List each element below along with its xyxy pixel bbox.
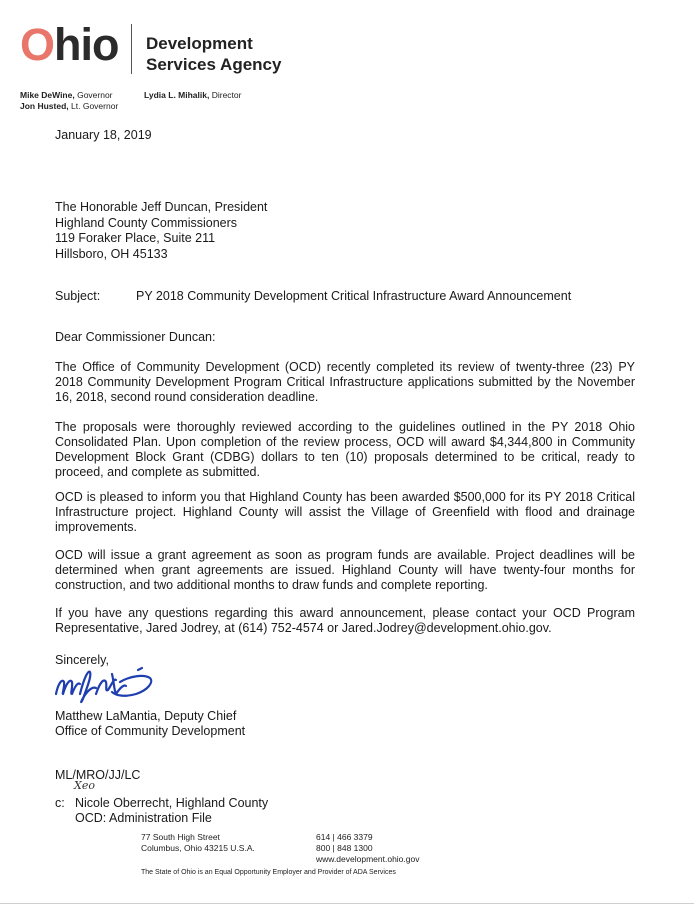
footer-city: Columbus, Ohio 43215 U.S.A. bbox=[141, 843, 255, 853]
director-title: Director bbox=[209, 90, 242, 100]
signer-name: Matthew LaMantia, Deputy Chief bbox=[55, 709, 237, 723]
eeo-statement: The State of Ohio is an Equal Opportunity Employer and Provider of ADA Services bbox=[141, 869, 396, 876]
director-block bbox=[144, 90, 241, 101]
cc-list bbox=[75, 796, 268, 826]
signer-office: Office of Community Development bbox=[55, 724, 246, 738]
governor-title: Governor bbox=[74, 90, 113, 100]
typist-initials: ML/MRO/JJ/LC bbox=[55, 768, 141, 782]
ohio-logo-rest: hio bbox=[54, 19, 119, 70]
subject-text: PY 2018 Community Development Critical Infrastructure Award Announcement bbox=[136, 289, 572, 303]
governor-name: Mike DeWine, bbox=[20, 90, 75, 100]
agency-line-1: Development bbox=[146, 34, 253, 53]
cc-recipient: Nicole Oberrecht, Highland County bbox=[75, 796, 269, 810]
footer-phone-1: 614 | 466 3379 bbox=[316, 832, 373, 842]
page-bottom-rule bbox=[0, 903, 694, 904]
recipient-line: Hillsboro, OH 45133 bbox=[55, 246, 168, 261]
recipient-address bbox=[55, 200, 267, 262]
footer-street: 77 South High Street bbox=[141, 832, 220, 842]
handwritten-signature bbox=[50, 664, 160, 706]
signer-block bbox=[55, 709, 245, 739]
recipient-line: The Honorable Jeff Duncan, President bbox=[55, 200, 268, 214]
closing: Sincerely, bbox=[55, 653, 109, 667]
footer-website: www.development.ohio.gov bbox=[316, 854, 420, 864]
cc-label: c: bbox=[55, 796, 65, 810]
lt-governor-name: Jon Husted, bbox=[20, 101, 69, 111]
agency-line-2: Services Agency bbox=[146, 55, 282, 74]
recipient-line: 119 Foraker Place, Suite 211 bbox=[55, 231, 216, 245]
recipient-line: Highland County Commissioners bbox=[55, 215, 238, 230]
body-paragraph: OCD is pleased to inform you that Highland County has been awarded $500,000 for its PY 2018 Critical Infrastructure project. Highland County will assist the Village of Greenfield with flood and drainage improvements. bbox=[55, 490, 635, 534]
footer-contact bbox=[316, 832, 419, 865]
body-paragraph: OCD will issue a grant agreement as soon as program funds are available. Project deadlines will be determined when grant agreements are issued. Highland County will have twenty-four months for construction, and two additional months to draw funds and complete reporting. bbox=[55, 548, 635, 592]
subject-label: Subject: bbox=[55, 289, 101, 303]
lt-governor-title: Lt. Governor bbox=[68, 101, 119, 111]
ohio-logo-o: O bbox=[20, 19, 55, 70]
cc-recipient: OCD: Administration File bbox=[75, 811, 212, 825]
body-paragraph: If you have any questions regarding this award announcement, please contact your OCD Program Representative, Jared Jodrey, at (614) 752-4574 or Jared.Jodrey@development.ohio.gov. bbox=[55, 606, 635, 635]
footer-address bbox=[141, 832, 255, 854]
ohio-logo bbox=[20, 18, 119, 72]
logo-divider bbox=[131, 24, 132, 74]
footer-phone-2: 800 | 848 1300 bbox=[316, 843, 373, 853]
agency-name bbox=[146, 33, 281, 75]
handwritten-initials: Xeo bbox=[74, 779, 95, 792]
salutation: Dear Commissioner Duncan: bbox=[55, 330, 216, 344]
body-paragraph: The Office of Community Development (OCD) recently completed its review of twenty-three (23) PY 2018 Community Development Program Critical Infrastructure applications submitted by the November 16, 2018, second round consideration deadline. bbox=[55, 360, 635, 404]
body-paragraph: The proposals were thoroughly reviewed according to the guidelines outlined in the PY 2018 Ohio Consolidated Plan. Upon completion of the review process, OCD will award $4,344,800 in Community Development Block Grant (CDBG) dollars to ten (10) proposals determined to be critical, ready to proceed, and complete as submitted. bbox=[55, 420, 635, 479]
director-name: Lydia L. Mihalik, bbox=[144, 90, 210, 100]
letter-date: January 18, 2019 bbox=[55, 128, 152, 142]
governor-block bbox=[20, 90, 118, 112]
